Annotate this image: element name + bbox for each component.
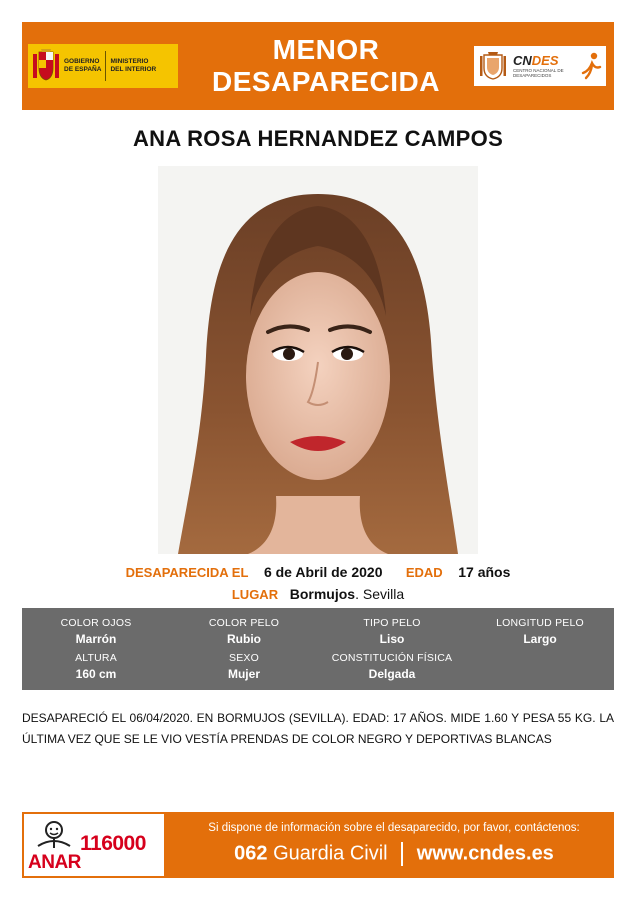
header-banner <box>22 22 614 110</box>
government-logo <box>28 44 178 88</box>
attr-eye-color <box>22 614 170 649</box>
title-line-1: MENOR <box>272 34 380 65</box>
ministry-text: MINISTERIO DEL INTERIOR <box>110 58 157 73</box>
coat-of-arms-icon <box>478 50 508 82</box>
description-text: DESAPARECIÓ EL 06/04/2020. EN BORMUJOS (SEVILLA). EDAD: 17 AÑOS. MIDE 1.60 Y PESA 55 KG. LA ÚLTIMA VEZ QUE SE LE VIO VESTÍA PRENDAS DE COLOR NEGRO Y DEPORTIVAS BLANCAS <box>22 711 614 746</box>
contact-phone: 062 <box>234 842 268 865</box>
anar-logo <box>24 814 164 876</box>
contact-divider <box>401 842 403 866</box>
title-line-2: DESAPARECIDA <box>212 66 440 97</box>
anar-wordmark: ANAR <box>28 852 81 873</box>
attr-hair-length <box>466 614 614 649</box>
attr-sex <box>170 649 318 684</box>
place-town: Bormujos <box>289 586 356 602</box>
attr-height <box>22 649 170 684</box>
contact-agency: Guardia Civil <box>273 842 388 865</box>
place-province: . Sevilla <box>355 586 405 602</box>
age-label: EDAD <box>405 565 443 580</box>
spain-coat-of-arms-icon <box>32 48 60 84</box>
place-label: LUGAR <box>231 587 279 602</box>
attr-value: Mujer <box>227 667 260 681</box>
anar-child-icon <box>34 820 74 854</box>
attr-value: Delgada <box>368 667 416 681</box>
cndes-subtitle: CENTRO NACIONAL DE DESAPARECIDOS <box>512 68 564 78</box>
missing-date-value: 6 de Abril de 2020 <box>263 564 383 580</box>
missing-info-line <box>0 564 636 580</box>
cndes-name-part1: CN <box>512 53 532 68</box>
portrait-illustration <box>158 166 478 554</box>
contact-footer <box>22 812 614 878</box>
logo-divider <box>105 51 106 81</box>
cndes-figure-icon <box>580 51 602 81</box>
attr-value: Rubio <box>227 632 261 646</box>
attr-label: TIPO PELO <box>363 617 421 629</box>
attr-value: Marrón <box>75 632 117 646</box>
attr-label: LONGITUD PELO <box>496 617 584 629</box>
page-title <box>212 34 440 98</box>
attr-value: 160 cm <box>75 667 117 681</box>
missing-date-label: DESAPARECIDA EL <box>125 565 249 580</box>
cndes-name-part2: DES <box>531 53 559 68</box>
attr-label: COLOR OJOS <box>60 617 132 629</box>
cndes-wordmark <box>513 54 575 78</box>
attr-hair-type <box>318 614 466 649</box>
contact-website: www.cndes.es <box>416 842 554 865</box>
attr-label: CONSTITUCIÓN FÍSICA <box>331 652 453 664</box>
government-text: GOBIERNO DE ESPAÑA <box>64 58 102 73</box>
portrait-photo <box>158 166 478 554</box>
attr-label: ALTURA <box>75 652 117 664</box>
age-value: 17 años <box>458 564 511 580</box>
contact-details <box>174 842 614 866</box>
cndes-logo <box>474 46 606 86</box>
attr-label: SEXO <box>229 652 259 664</box>
contact-message: Si dispone de información sobre el desaparecido, por favor, contáctenos: <box>208 822 580 834</box>
attr-label: COLOR PELO <box>208 617 280 629</box>
attr-value: Liso <box>379 632 405 646</box>
anar-phone-number: 116000 <box>80 832 146 855</box>
place-info-line <box>0 586 636 602</box>
attr-build <box>318 649 466 684</box>
person-name: ANA ROSA HERNANDEZ CAMPOS <box>132 126 504 151</box>
attr-hair-color <box>170 614 318 649</box>
physical-attributes <box>22 608 614 690</box>
attr-value: Largo <box>523 632 557 646</box>
